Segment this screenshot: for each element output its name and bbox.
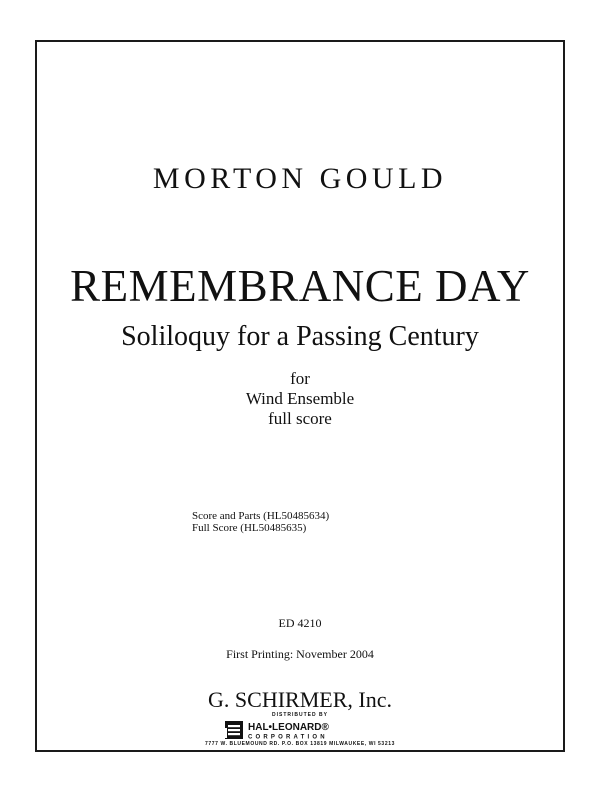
composer-name: MORTON GOULD [152, 162, 448, 195]
work-subtitle: Soliloquy for a Passing Century [121, 321, 479, 352]
edition-number: ED 4210 [278, 616, 322, 630]
printing-date: First Printing: November 2004 [226, 647, 374, 661]
hal-leonard-name-bottom: CORPORATION [248, 734, 328, 740]
publisher-name: G. SCHIRMER, Inc. [208, 687, 392, 712]
instrumentation-ensemble: Wind Ensemble [245, 389, 355, 408]
distributed-by-label: DISTRIBUTED BY [272, 712, 328, 718]
catalog-score-and-parts: Score and Parts (HL50485634) [192, 510, 330, 522]
hal-leonard-emblem-icon [223, 721, 243, 739]
instrumentation-for: for [290, 369, 310, 388]
catalog-full-score: Full Score (HL50485635) [192, 522, 307, 534]
work-title: REMEMBRANCE DAY [70, 261, 530, 311]
hal-leonard-name-top: HAL•LEONARD® [248, 722, 329, 733]
instrumentation-score-type: full score [268, 409, 332, 428]
hal-leonard-logo [223, 720, 383, 740]
distributor-address: 7777 W. BLUEMOUND RD. P.O. BOX 13819 MILWAUKEE, WI 53213 [205, 741, 395, 747]
